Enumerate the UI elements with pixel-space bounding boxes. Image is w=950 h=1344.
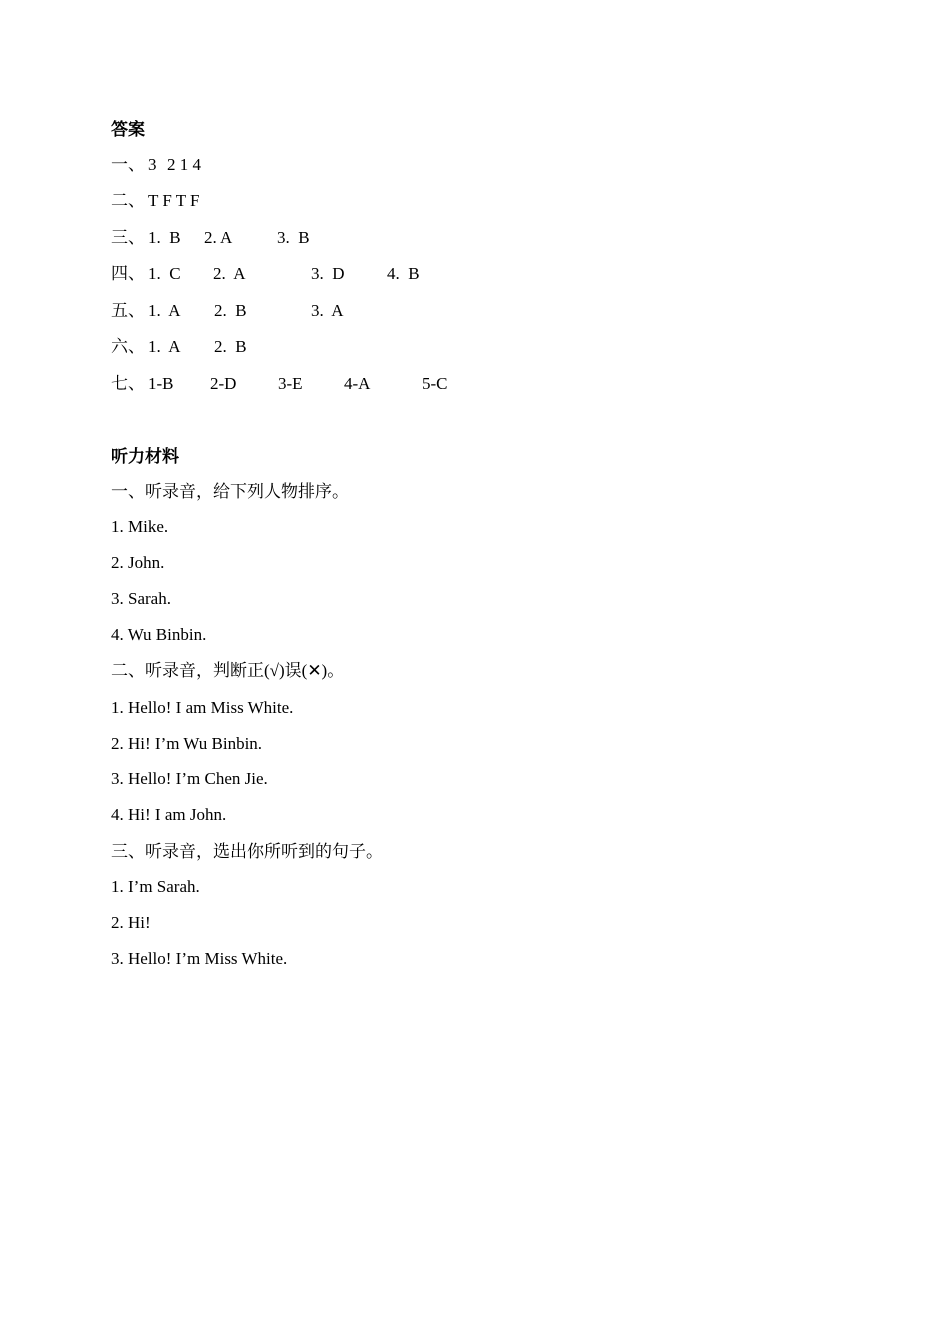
listening-section-2-heading: 二、听录音，判断正(√)误(✕)。	[111, 661, 345, 680]
answer-item: 2. B	[214, 301, 247, 320]
answer-item: 2. A	[213, 264, 246, 283]
answer-item: 1. A	[148, 337, 181, 356]
answer-row-7	[111, 373, 511, 395]
answer-row-4	[111, 263, 511, 285]
answer-item: 4. B	[387, 264, 420, 283]
listening-line: 3. Hello! I’m Miss White.	[111, 949, 288, 968]
answer-row-1	[111, 154, 511, 176]
answer-item: 1. C	[148, 264, 181, 283]
listening-line: 3. Hello! I’m Chen Jie.	[111, 769, 268, 788]
answer-row-2	[111, 190, 511, 212]
answer-item: 2-D	[210, 374, 237, 393]
answer-item: 5-C	[422, 374, 448, 393]
listening-line: 1. Hello! I am Miss White.	[111, 698, 294, 717]
answer-row-5	[111, 300, 511, 322]
listening-line: 4. Hi! I am John.	[111, 805, 227, 824]
listening-section-3-heading: 三、听录音，选出你所听到的句子。	[111, 842, 383, 861]
answer-row-label: 六、	[111, 337, 145, 356]
listening-line: 4. Wu Binbin.	[111, 625, 207, 644]
answer-item: 4-A	[344, 374, 371, 393]
answer-item: 1. B	[148, 228, 181, 247]
answer-row-3	[111, 227, 511, 249]
answer-item: 1-B	[148, 374, 174, 393]
listening-line: 3. Sarah.	[111, 589, 171, 608]
answer-row-label: 二、	[111, 191, 145, 210]
answer-item: 2. A	[204, 228, 233, 247]
answer-item: 3. D	[311, 264, 345, 283]
answer-item: 3. B	[277, 228, 310, 247]
answer-item: 3-E	[278, 374, 303, 393]
answer-item: 2. B	[214, 337, 247, 356]
answer-item: 3	[148, 155, 157, 174]
listening-line: 1. Mike.	[111, 517, 169, 536]
listening-line: 1. I’m Sarah.	[111, 877, 200, 896]
answer-row-label: 一、	[111, 155, 145, 174]
listening-line: 2. John.	[111, 553, 165, 572]
answers-title: 答案	[111, 120, 145, 139]
listening-section-1-heading: 一、听录音，给下列人物排序。	[111, 482, 349, 501]
answer-item: T F T F	[148, 191, 200, 210]
answer-row-label: 四、	[111, 264, 145, 283]
listening-title: 听力材料	[111, 447, 179, 466]
answer-row-label: 五、	[111, 301, 145, 320]
answer-row-6	[111, 336, 511, 358]
answer-item: 3. A	[311, 301, 344, 320]
answer-row-label: 七、	[111, 374, 145, 393]
listening-line: 2. Hi!	[111, 913, 151, 932]
answer-item: 2 1 4	[167, 155, 201, 174]
answer-item: 1. A	[148, 301, 181, 320]
answer-row-label: 三、	[111, 228, 145, 247]
listening-line: 2. Hi! I’m Wu Binbin.	[111, 734, 263, 753]
